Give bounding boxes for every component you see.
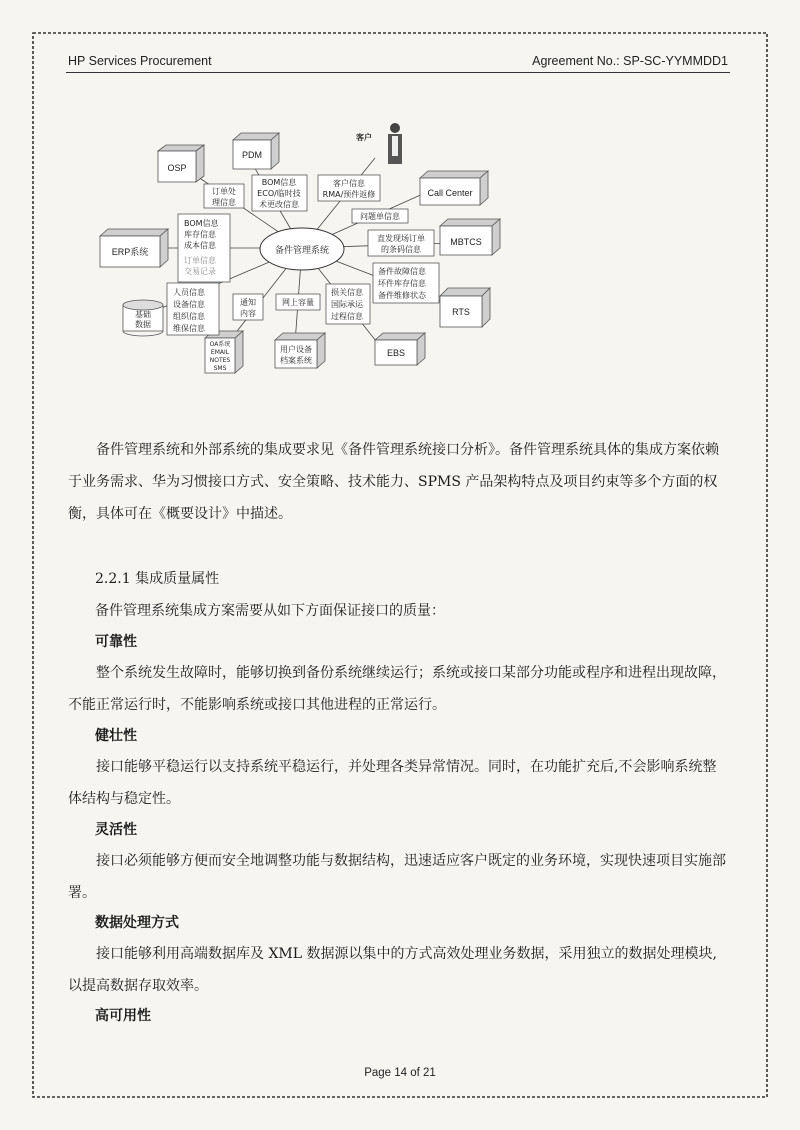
osp-node [158, 145, 204, 182]
callcenter-node [420, 171, 488, 205]
oa-label-3: NOTES [209, 357, 231, 364]
flow-rts-box [373, 263, 439, 303]
flow-issue-box [352, 209, 408, 223]
flow-notify-2: 内容 [240, 309, 256, 318]
erp-label: ERP系统 [111, 247, 149, 257]
pdm-node [233, 133, 279, 169]
oa-label-2: EMAIL [210, 349, 230, 356]
flow-rts-1: 备件故障信息 [378, 267, 426, 276]
integration-diagram [90, 118, 520, 388]
erp-node [100, 229, 168, 267]
heading-flexibility: 灵活性 [95, 822, 137, 838]
flow-damage-3: 过程信息 [331, 312, 363, 321]
header-rule [66, 72, 730, 73]
flow-erp-1: BOM信息 [184, 219, 219, 228]
flow-damage-2: 国际承运 [331, 300, 363, 309]
flow-bom-box [252, 175, 307, 211]
flow-rts-2: 坏件库存信息 [378, 279, 426, 288]
flow-erp-4: 订单信息 [184, 256, 216, 265]
flow-bom-2: ECO/临时技 [257, 189, 301, 198]
osp-label: OSP [167, 163, 187, 173]
oa-label-4: SMS [213, 365, 227, 372]
flow-erp-2: 库存信息 [184, 230, 216, 239]
ebs-label: EBS [386, 348, 406, 358]
base-data-node [123, 300, 163, 336]
flow-customer-box [318, 175, 380, 201]
ebs-node [375, 333, 425, 365]
page-number: Page 14 of 21 [364, 1067, 436, 1079]
user-archive-node [275, 333, 325, 368]
paragraph-reliability: 整个系统发生故障时，能够切换到备份系统继续运行；系统或接口某部分功能或程序和进程出现故障，不能正常运行时，不能影响系统或接口其他进程的正常运行。 [68, 665, 726, 713]
paragraph-flexibility: 接口必须能够方便而安全地调整功能与数据结构，迅速适应客户既定的业务环境，实现快速项目实施部署。 [68, 853, 726, 901]
oa-label-1: OA系统 [209, 341, 231, 348]
heading-data-processing: 数据处理方式 [95, 915, 179, 931]
heading-high-availability: 高可用性 [95, 1008, 151, 1024]
flow-damage-box [326, 284, 370, 324]
flow-capacity: 网上容量 [282, 298, 314, 307]
flow-notify-box [233, 294, 263, 320]
user-archive-label-2: 档案系统 [280, 356, 312, 365]
oa-node [205, 331, 243, 373]
flow-rts-3: 备件维修状态 [378, 291, 426, 300]
mbtcs-label: MBTCS [450, 237, 482, 247]
flow-bom-3: 术更改信息 [259, 200, 299, 209]
section-heading: 2.2.1 集成质量属性 [95, 571, 220, 587]
flow-hr-4: 维保信息 [173, 324, 205, 333]
customer-figure [356, 123, 402, 164]
flow-hr-2: 设备信息 [173, 300, 205, 309]
flow-hr-box [167, 283, 219, 335]
flow-erp-5: 交易记录 [184, 267, 216, 276]
flow-hr-1: 人员信息 [173, 288, 205, 297]
flow-bom-1: BOM信息 [261, 178, 297, 187]
flow-damage-1: 损关信息 [331, 288, 363, 297]
flow-customer-1: 客户信息 [333, 179, 365, 188]
flow-erp-3: 成本信息 [184, 241, 216, 250]
flow-hr-3: 组织信息 [173, 312, 205, 321]
heading-reliability: 可靠性 [95, 634, 137, 650]
flow-dispatch-box [368, 230, 434, 256]
flow-customer-2: RMA/预件返修 [322, 190, 376, 199]
rts-node [440, 288, 490, 327]
center-label: 备件管理系统 [274, 245, 330, 255]
customer-label: 客户 [356, 133, 372, 142]
intro-paragraph: 备件管理系统和外部系统的集成要求见《备件管理系统接口分析》。备件管理系统具体的集成方案依赖于业务需求、华为习惯接口方式、安全策略、技术能力、SPMS 产品架构特点及项目约束等多个方面的权衡，具体可在《概要设计》中描述。 [68, 442, 719, 522]
flow-capacity-box [276, 294, 320, 310]
pdm-label: PDM [242, 150, 262, 160]
flow-order-1: 订单处 [212, 187, 236, 196]
flow-issue: 问题单信息 [360, 212, 400, 221]
user-archive-label-1: 用户设备 [280, 345, 312, 354]
base-data-label-1: 基础 [135, 310, 151, 319]
mbtcs-node [440, 219, 500, 255]
header-left: HP Services Procurement [68, 54, 212, 68]
flow-notify-1: 通知 [240, 298, 256, 307]
base-data-label-2: 数据 [135, 320, 151, 329]
callcenter-label: Call Center [427, 188, 473, 198]
rts-label: RTS [452, 307, 470, 317]
paragraph-robustness: 接口能够平稳运行以支持系统平稳运行，并处理各类异常情况。同时，在功能扩充后,不会影响系统整体结构与稳定性。 [68, 759, 717, 807]
flow-order-box [204, 184, 244, 208]
flow-order-2: 理信息 [212, 198, 236, 207]
heading-robustness: 健壮性 [95, 728, 137, 744]
flow-erp-box [178, 214, 230, 282]
header-right: Agreement No.: SP-SC-YYMMDD1 [532, 54, 728, 68]
section-intro: 备件管理系统集成方案需要从如下方面保证接口的质量： [95, 603, 445, 619]
flow-dispatch-1: 直发现场订单 [377, 234, 425, 243]
paragraph-data-processing: 接口能够利用高端数据库及 XML 数据源以集中的方式高效处理业务数据，采用独立的数据处理模块,以提高数据存取效率。 [68, 946, 717, 994]
flow-dispatch-2: 的条码信息 [381, 245, 421, 254]
